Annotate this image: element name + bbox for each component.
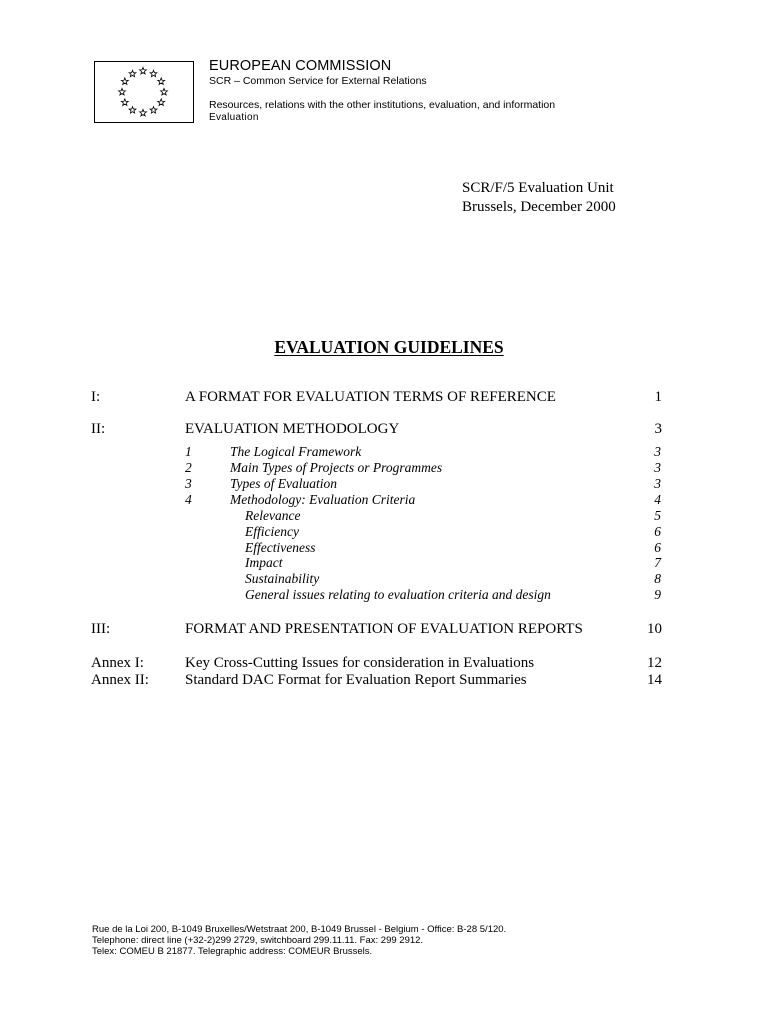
toc-section-1	[0, 388, 768, 406]
toc-sub-number: 4	[185, 492, 192, 507]
toc-subsection	[0, 476, 768, 492]
toc-subsection	[0, 524, 768, 540]
toc-sub-title: Effectiveness	[245, 540, 316, 555]
toc-subsection	[0, 540, 768, 556]
eu-star-icon	[140, 109, 147, 116]
document-title: EVALUATION GUIDELINES	[274, 337, 504, 357]
toc-section-page: 3	[654, 421, 662, 437]
toc-sub-title: Efficiency	[245, 524, 299, 539]
toc-section-title: A FORMAT FOR EVALUATION TERMS OF REFERENCE	[185, 389, 556, 405]
eu-star-icon	[150, 70, 157, 77]
eu-star-icon	[140, 67, 147, 74]
toc-section-title: EVALUATION METHODOLOGY	[185, 421, 400, 437]
unit-name: Evaluation	[209, 112, 259, 123]
eu-star-icon	[158, 78, 165, 85]
footer-address	[92, 924, 506, 957]
eu-star-icon	[150, 107, 157, 114]
eu-star-icon	[119, 88, 126, 95]
toc-section-label: Annex II:	[91, 672, 149, 688]
unit-info	[462, 179, 616, 217]
toc-sub-title: The Logical Framework	[230, 444, 362, 459]
eu-star-icon	[129, 107, 136, 114]
toc-sub-page: 6	[654, 524, 661, 539]
eu-logo	[94, 61, 194, 123]
service-name: SCR – Common Service for External Relations	[209, 75, 427, 87]
toc-sub-title: Methodology: Evaluation Criteria	[230, 492, 416, 507]
toc-sub-title: Impact	[245, 555, 283, 570]
eu-star-icon	[158, 99, 165, 106]
toc-sub-title: Sustainability	[245, 571, 320, 586]
toc-sub-page: 3	[654, 460, 661, 475]
footer-address-line: Rue de la Loi 200, B-1049 Bruxelles/Wetstraat 200, B-1049 Brussel - Belgium - Office: B-28 5/120.	[92, 924, 507, 935]
toc-section-label: I:	[91, 389, 101, 405]
toc-sub-number: 3	[185, 476, 192, 491]
toc-section-2	[0, 420, 768, 438]
toc-sub-title: Types of Evaluation	[230, 476, 337, 491]
toc-sub-page: 6	[654, 540, 661, 555]
unit-reference: SCR/F/5 Evaluation Unit	[462, 180, 614, 196]
toc-section-label: III:	[91, 621, 111, 637]
toc-sub-page: 8	[654, 571, 661, 586]
toc-sub-page: 3	[654, 444, 661, 459]
eu-stars-icon	[95, 62, 193, 122]
directorate-name: Resources, relations with the other institutions, evaluation, and information	[209, 99, 556, 111]
toc-subsection	[0, 460, 768, 476]
toc-section-page: 12	[647, 655, 662, 671]
eu-star-icon	[121, 78, 128, 85]
toc-sub-page: 9	[654, 587, 661, 602]
toc-sub-number: 2	[185, 460, 192, 475]
footer-phone-line: Telephone: direct line (+32-2)299 2729, switchboard 299.11.11. Fax: 299 2912.	[92, 935, 424, 946]
toc-section-page: 14	[647, 672, 662, 688]
toc-sub-page: 3	[654, 476, 661, 491]
letterhead	[209, 58, 555, 124]
eu-star-icon	[161, 88, 168, 95]
eu-star-icon	[129, 70, 136, 77]
toc-sub-page: 7	[654, 555, 661, 570]
toc-section-title: Standard DAC Format for Evaluation Report Summaries	[185, 672, 527, 688]
toc-section-page: 1	[654, 389, 662, 405]
toc-annex-1	[0, 654, 768, 672]
toc-sub-page: 4	[654, 492, 661, 507]
eu-star-icon	[121, 99, 128, 106]
toc-subsection	[0, 508, 768, 524]
toc-section-label: II:	[91, 421, 106, 437]
toc-sub-title: Main Types of Projects or Programmes	[230, 460, 443, 475]
toc-section-3	[0, 620, 768, 638]
toc-section-label: Annex I:	[91, 655, 144, 671]
toc-section-title: Key Cross-Cutting Issues for consideration in Evaluations	[185, 655, 535, 671]
toc-subsection	[0, 492, 768, 508]
document-date: Brussels, December 2000	[462, 199, 616, 215]
organization-name: EUROPEAN COMMISSION	[209, 58, 392, 74]
toc-subsection	[0, 571, 768, 587]
toc-section-page: 10	[647, 621, 662, 637]
toc-sub-title: Relevance	[245, 508, 301, 523]
footer-telex-line: Telex: COMEU B 21877. Telegraphic address: COMEUR Brussels.	[92, 946, 373, 957]
toc-subsection	[0, 444, 768, 460]
toc-subsection	[0, 587, 768, 603]
toc-annex-2	[0, 671, 768, 689]
toc-section-title: FORMAT AND PRESENTATION OF EVALUATION REPORTS	[185, 621, 583, 637]
toc-sub-number: 1	[185, 444, 192, 459]
toc-subsection	[0, 555, 768, 571]
toc-sub-page: 5	[654, 508, 661, 523]
toc-sub-title: General issues relating to evaluation criteria and design	[245, 587, 551, 602]
